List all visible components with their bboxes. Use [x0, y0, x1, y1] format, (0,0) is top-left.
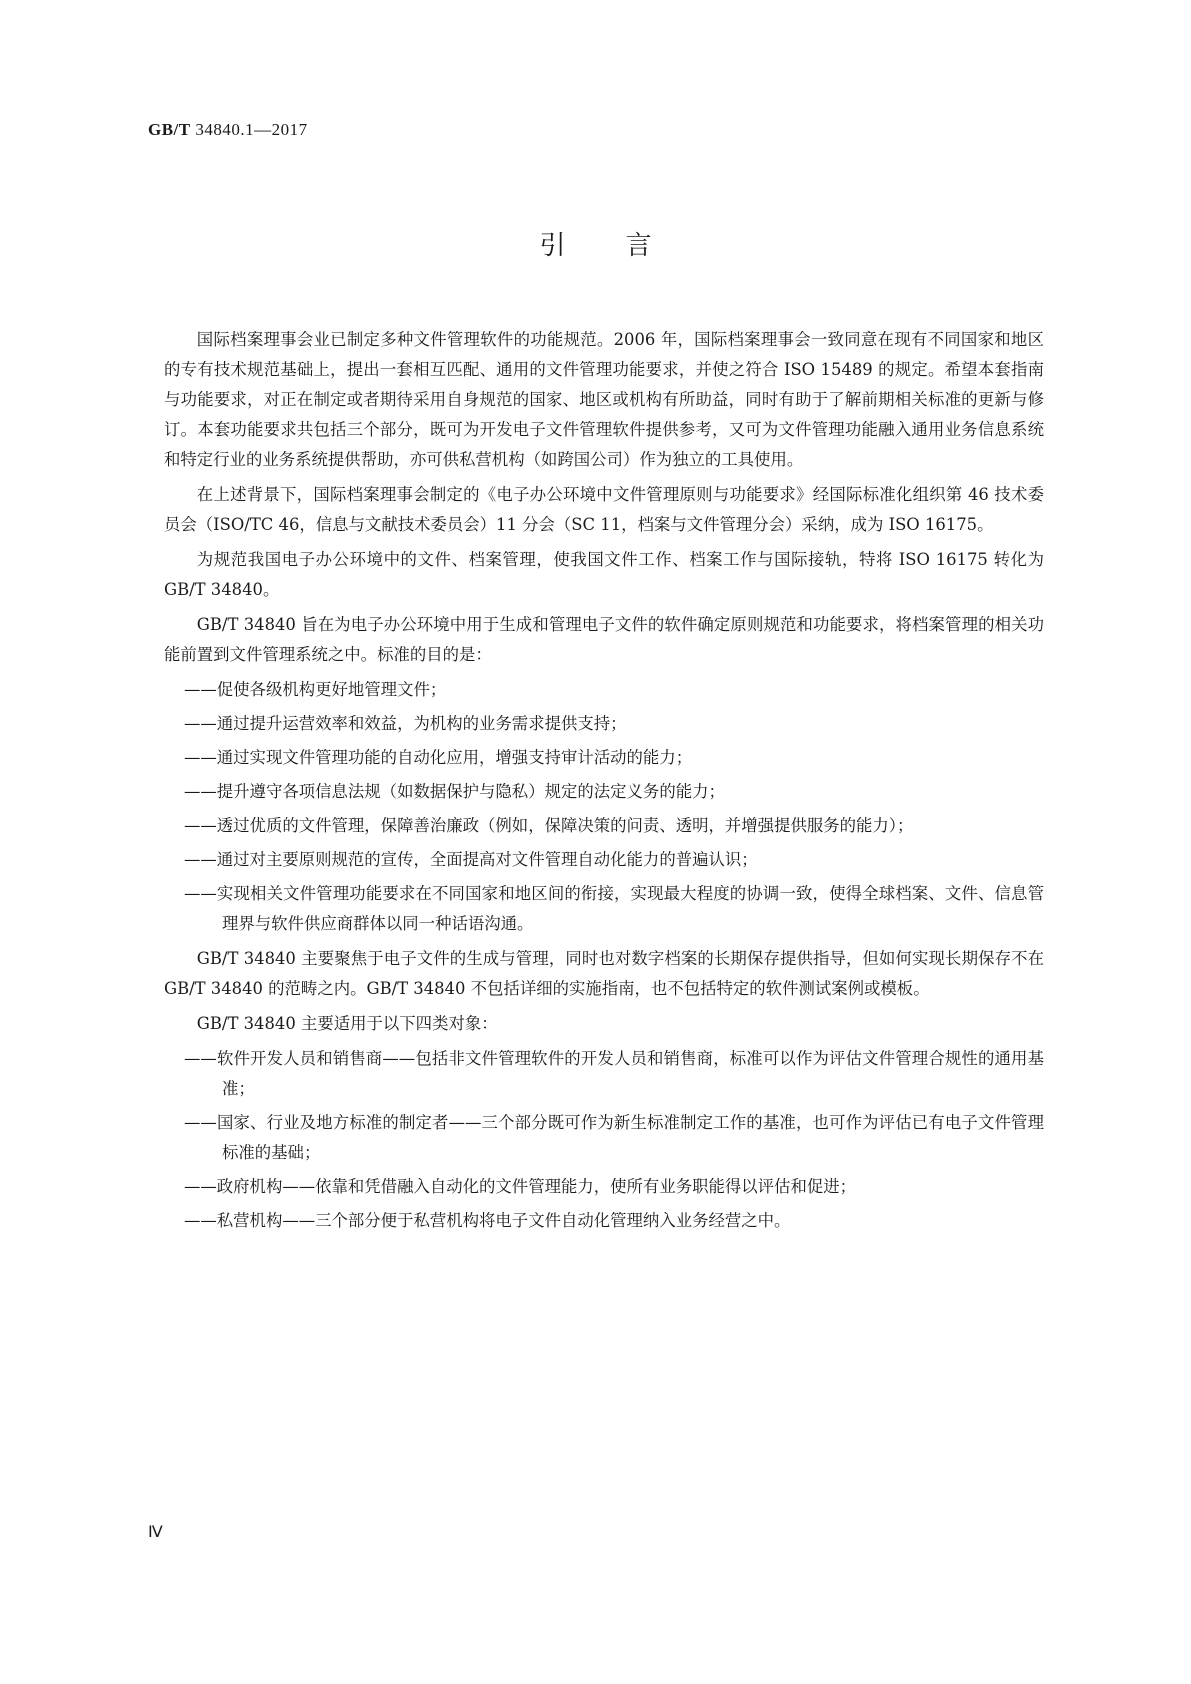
list-item: ——通过实现文件管理功能的自动化应用，增强支持审计活动的能力；	[184, 748, 693, 767]
list-item: ——政府机构——依靠和凭借融入自动化的文件管理能力，使所有业务职能得以评估和促进；	[184, 1177, 857, 1196]
paragraph-background: 国际档案理事会业已制定多种文件管理软件的功能规范。2006 年，国际档案理事会一致同意在现有不同国家和地区的专有技术规范基础上，提出一套相互匹配、通用的文件管理功能要求，并使之符合 ISO 15489 的规定。希望本套指南与功能要求，对正在制定或者期待采用自身规范的国家、地区或机构有所助益，同时有助于了解前期相关标准的更新与修订。本套功能要求共包括三个部分，既可为开发电子文件管理软件提供参考，又可为文件管理功能融入通用业务信息系统和特定行业的业务系统提供帮助，亦可供私营机构（如跨国公司）作为独立的工具使用。	[164, 330, 1044, 469]
standard-prefix: GB/T	[148, 120, 191, 139]
standard-code: 34840.1—2017	[195, 120, 308, 139]
document-body	[164, 325, 1044, 1241]
page-title: 引言	[539, 231, 712, 261]
goals-list	[164, 675, 1044, 939]
paragraph-audience-intro: GB/T 34840 主要适用于以下四类对象：	[196, 1014, 498, 1033]
list-item: ——促使各级机构更好地管理文件；	[184, 680, 447, 699]
paragraph-purpose: GB/T 34840 旨在为电子办公环境中用于生成和管理电子文件的软件确定原则规范和功能要求，将档案管理的相关功能前置到文件管理系统之中。标准的目的是：	[164, 615, 1044, 664]
list-item: ——私营机构——三个部分便于私营机构将电子文件自动化管理纳入业务经营之中。	[184, 1211, 791, 1230]
list-item: ——提升遵守各项信息法规（如数据保护与隐私）规定的法定义务的能力；	[184, 782, 725, 801]
paragraph-scope: GB/T 34840 主要聚焦于电子文件的生成与管理，同时也对数字档案的长期保存提供指导，但如何实现长期保存不在 GB/T 34840 的范畴之内。GB/T 34840 不包括详细的实施指南，也不包括特定的软件测试案例或模板。	[164, 949, 1044, 998]
standard-number	[148, 120, 308, 140]
list-item: ——软件开发人员和销售商——包括非文件管理软件的开发人员和销售商，标准可以作为评估文件管理合规性的通用基准；	[184, 1049, 1044, 1098]
list-item: ——透过优质的文件管理，保障善治廉政（例如，保障决策的问责、透明，并增强提供服务的能力）；	[184, 816, 914, 835]
page-number: Ⅳ	[148, 1524, 163, 1541]
paragraph-iso-adoption: 在上述背景下，国际档案理事会制定的《电子办公环境中文件管理原则与功能要求》经国际标准化组织第 46 技术委员会（ISO/TC 46，信息与文献技术委员会）11 分会（SC 11，档案与文件管理分会）采纳，成为 ISO 16175。	[164, 485, 1044, 534]
audience-list	[164, 1044, 1044, 1236]
list-item: ——实现相关文件管理功能要求在不同国家和地区间的衔接，实现最大程度的协调一致，使得全球档案、文件、信息管理界与软件供应商群体以同一种话语沟通。	[184, 884, 1044, 933]
list-item: ——国家、行业及地方标准的制定者——三个部分既可作为新生标准制定工作的基准，也可作为评估已有电子文件管理标准的基础；	[184, 1113, 1044, 1162]
paragraph-conversion: 为规范我国电子办公环境中的文件、档案管理，使我国文件工作、档案工作与国际接轨，特将 ISO 16175 转化为 GB/T 34840。	[164, 550, 1044, 599]
list-item: ——通过对主要原则规范的宣传，全面提高对文件管理自动化能力的普遍认识；	[184, 850, 758, 869]
list-item: ——通过提升运营效率和效益，为机构的业务需求提供支持；	[184, 714, 627, 733]
